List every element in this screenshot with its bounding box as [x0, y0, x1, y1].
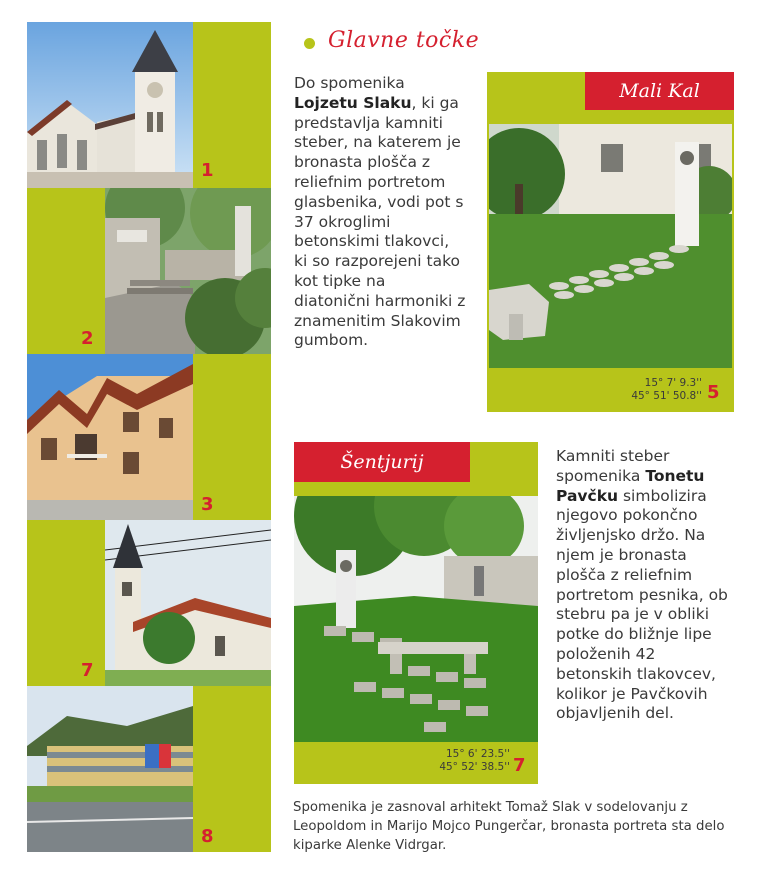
sentjurij-text-before: Kamniti steber spomenika [556, 447, 670, 485]
heading-bullet-icon [304, 38, 315, 49]
photo-church-1 [27, 22, 193, 188]
section-heading: Glavne točke [328, 28, 480, 53]
sentjurij-name: Tonetu Pavčku [556, 466, 705, 505]
mali-kal-latitude: 45° 51' 50.8'' [631, 390, 702, 402]
photo-mali-kal-monument [489, 124, 732, 368]
mali-kal-name: Lojzetu Slaku [294, 93, 412, 112]
mali-kal-text-after: , ki ga predstavlja kamniti steber, na katerem je bronasta plošča z reliefnim portretom glasbenika, vodi pot s 37 okroglimi betonskimi tlakovci, ki so razporejeni tako kot tipke na diatonični harmoniki z znamenitim Slakovim gumbom. [294, 93, 466, 350]
photo-sentjurij-monument [294, 496, 538, 742]
photo-memorial-2 [105, 188, 271, 354]
sentjurij-longitude: 15° 6' 23.5'' [445, 748, 510, 760]
number-1: 1 [201, 160, 214, 181]
mali-kal-text-before: Do spomenika [294, 74, 405, 92]
mali-kal-text [294, 74, 466, 351]
footer-credits: Spomenika je zasnoval arhitekt Tomaž Slak v sodelovanju z Leopoldom in Marijo Mojco Pungerčar, bronasta portreta sta delo kiparke Alenke Vidrgar. [293, 800, 725, 853]
sentjurij-number: 7 [513, 755, 526, 776]
number-8: 8 [201, 826, 214, 847]
number-2: 2 [81, 328, 94, 349]
number-3: 3 [201, 494, 214, 515]
photo-building-8 [27, 686, 193, 852]
mali-kal-tag: Mali Kal [585, 72, 734, 110]
number-7-left: 7 [81, 660, 94, 681]
sentjurij-tag: Šentjurij [294, 442, 470, 482]
mali-kal-coordinates [590, 377, 702, 403]
photo-church-7 [105, 520, 271, 686]
mali-kal-number: 5 [707, 382, 720, 403]
mali-kal-longitude: 15° 7' 9.3'' [644, 377, 702, 389]
sentjurij-text [556, 447, 734, 724]
photo-house-3 [27, 354, 193, 520]
sentjurij-text-after: simbolizira njegovo pokončno življenjsko držo. Na njem je bronasta plošča z reliefnim portretom pesnika, ob stebru pa je v obliki potke do bližnje lipe položenih 42 betonskih tlakovcev, kolikor je Pavčkovih objavljenih del. [556, 486, 728, 723]
sentjurij-latitude: 45° 52' 38.5'' [439, 761, 510, 773]
sentjurij-coordinates [400, 748, 510, 774]
